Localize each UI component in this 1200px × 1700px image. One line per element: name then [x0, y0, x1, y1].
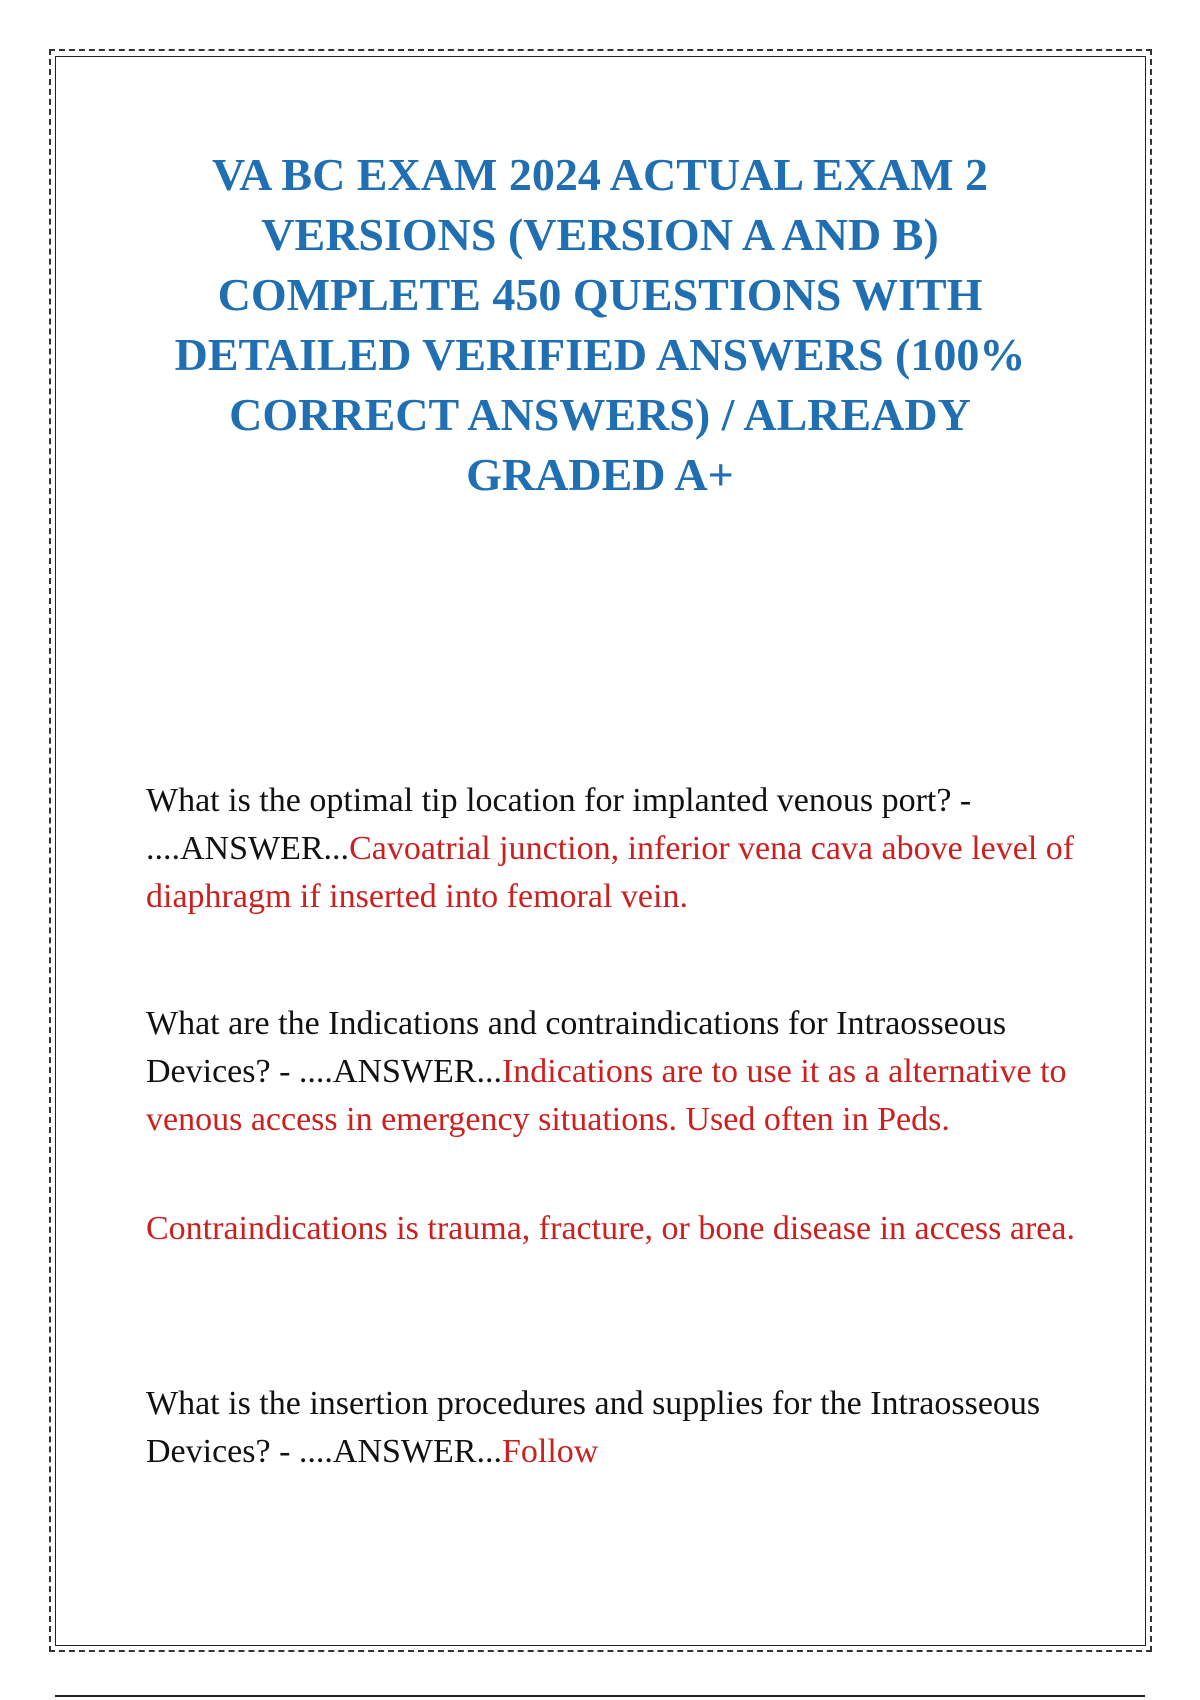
question-text: What is the optimal tip location for implanted venous port? - ....ANSWER... [146, 782, 972, 867]
footer-rule [55, 1695, 1145, 1697]
qa-item [146, 1380, 1076, 1476]
question-text: What is the insertion procedures and supplies for the Intraosseous Devices? - ....ANSWER... [146, 1385, 1041, 1470]
answer-text: Follow [501, 1433, 599, 1470]
answer-continuation: Contraindications is trauma, fracture, or bone disease in access area. [146, 1210, 1075, 1247]
qa-item [146, 777, 1076, 921]
qa-item [146, 1000, 1076, 1144]
answer-text: Cavoatrial junction, inferior vena cava above level of diaphragm if inserted into femoral vein. [146, 830, 1075, 915]
question-text: What are the Indications and contraindications for Intraosseous Devices? - ....ANSWER... [146, 1005, 1007, 1090]
answer-text: Indications are to use it as a alternative to venous access in emergency situations. Used often in Peds. [146, 1053, 1067, 1138]
document-title: VA BC EXAM 2024 ACTUAL EXAM 2 VERSIONS (VERSION A AND B) COMPLETE 450 QUESTIONS WITH DETAILED VERIFIED ANSWERS (100% CORRECT ANSWERS) / ALREADY GRADED A+ [174, 149, 1026, 500]
